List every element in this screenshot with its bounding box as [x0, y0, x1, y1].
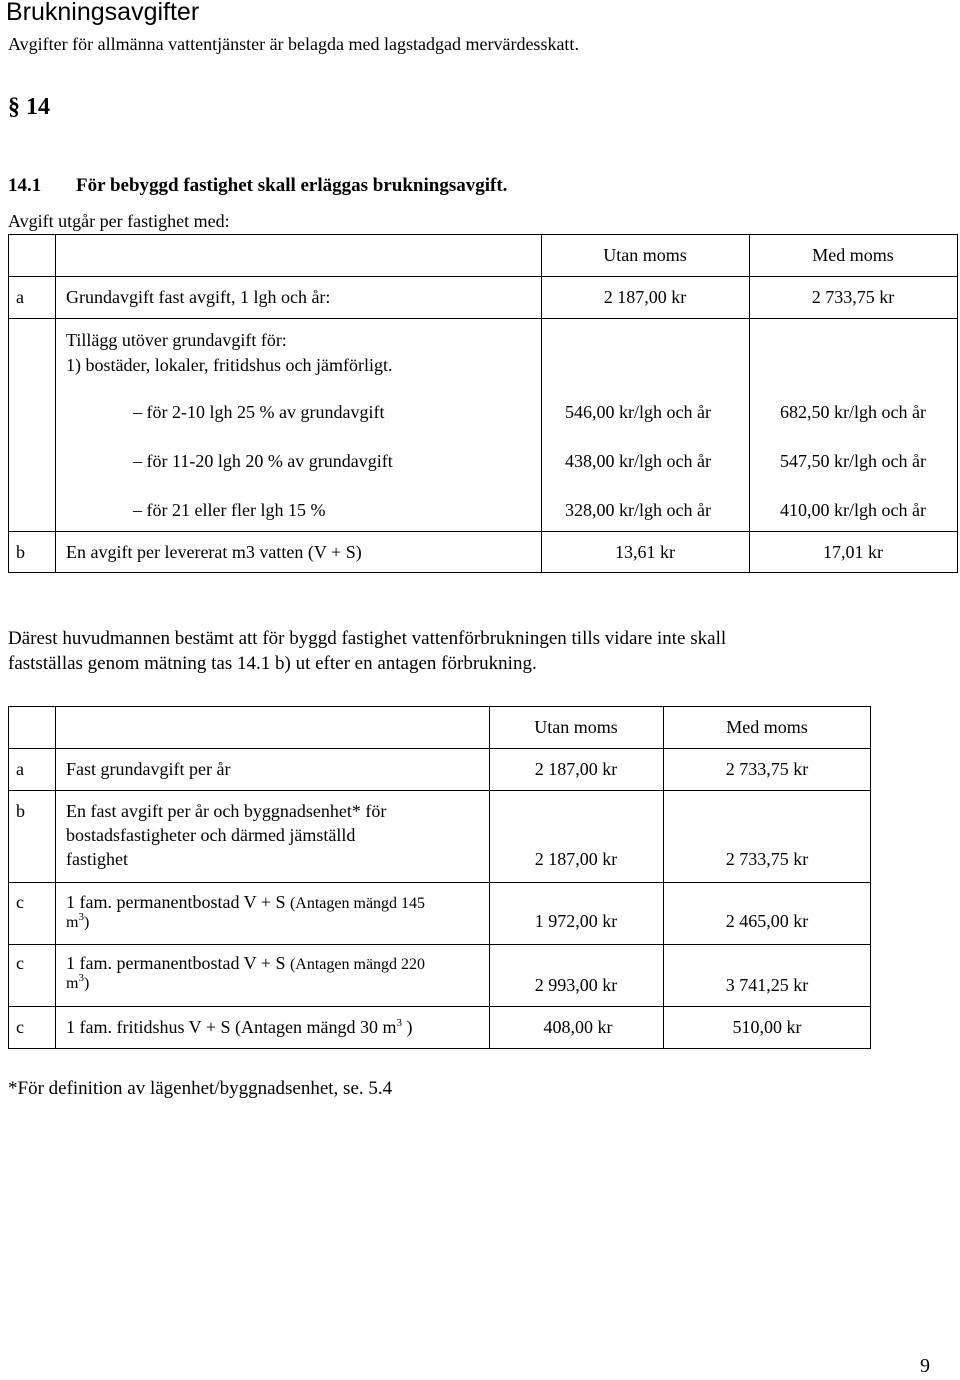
t2-row-c3-label: [66, 1017, 412, 1038]
t1-header-incl: Med moms: [812, 245, 894, 265]
t2-row-c2-unit-sup: 3: [78, 972, 84, 984]
t2-row-c3-letter: c: [16, 1017, 24, 1037]
t1-row-b-label: En avgift per levererat m3 vatten (V + S): [66, 542, 362, 562]
t2-row-b-label-line: En fast avgift per år och byggnadsenhet* för: [66, 801, 387, 821]
t2-row-c2-quantity: (Antagen mängd 220: [289, 956, 426, 973]
t2-row-c2-incl: 3 741,25 kr: [725, 975, 809, 995]
t1-tier-label: – för 2-10 lgh 25 % av grundavgift: [133, 402, 385, 422]
t2-row-c3-excl: 408,00 kr: [543, 1017, 613, 1037]
t1-supplement-subtitle: 1) bostäder, lokaler, fritidshus och jämförligt.: [66, 355, 393, 375]
t1-row-a-label: Grundavgift fast avgift, 1 lgh och år:: [66, 287, 331, 307]
t1-tier-label: – för 11-20 lgh 20 % av grundavgift: [133, 451, 393, 471]
page-number: 9: [920, 1355, 930, 1377]
t1-row-b-excl: 13,61 kr: [615, 542, 675, 562]
t1-row-a-incl: 2 733,75 kr: [811, 287, 895, 307]
t2-row-c1-main: 1 fam. permanentbostad V + S: [66, 892, 286, 912]
t1-tier-incl: 410,00 kr/lgh och år: [780, 500, 926, 520]
t1-row-b-incl: 17,01 kr: [823, 542, 883, 562]
estimate-paragraph-line: fastställas genom mätning tas 14.1 b) ut efter en antagen förbrukning.: [8, 653, 537, 674]
t1-tier-excl: 438,00 kr/lgh och år: [565, 451, 711, 471]
t1-supplement-title: Tillägg utöver grundavgift för:: [66, 330, 287, 350]
t2-row-c1-letter: c: [16, 892, 24, 912]
t1-row-a-excl: 2 187,00 kr: [603, 287, 687, 307]
fee-table-2: [8, 706, 871, 1049]
t2-header-excl: Utan moms: [534, 717, 618, 737]
t2-row-c3-incl: 510,00 kr: [732, 1017, 802, 1037]
t2-row-b-label-line: bostadsfastigheter och därmed jämställd: [66, 825, 356, 845]
t1-header-excl: Utan moms: [603, 245, 687, 265]
vat-note: Avgifter för allmänna vattentjänster är belagda med lagstadgad mervärdesskatt.: [8, 34, 579, 54]
section-symbol: § 14: [8, 94, 50, 120]
t1-tier-incl: 547,50 kr/lgh och år: [780, 451, 926, 471]
page-title: Brukningsavgifter: [6, 0, 200, 26]
t2-row-b-label-line: fastighet: [66, 849, 128, 869]
t2-row-a-label: Fast grundavgift per år: [66, 759, 231, 779]
t2-row-b-letter: b: [16, 801, 25, 821]
t2-header-incl: Med moms: [726, 717, 808, 737]
t2-row-c2-unit: [66, 972, 90, 993]
section-number: 14.1: [8, 175, 42, 196]
t1-tier-excl: 328,00 kr/lgh och år: [565, 500, 711, 520]
t2-row-c2-excl: 2 993,00 kr: [534, 975, 618, 995]
t2-row-c1-quantity: (Antagen mängd 145: [289, 895, 426, 912]
t2-row-c3-close: ): [401, 1017, 413, 1037]
section-intro: Avgift utgår per fastighet med:: [8, 211, 230, 231]
t2-row-c2-label: [66, 953, 425, 974]
t2-row-c2-unit-close: ): [83, 975, 90, 992]
t2-row-a-excl: 2 187,00 kr: [534, 759, 618, 779]
t2-row-c1-label: [66, 892, 425, 913]
t2-row-a-letter: a: [16, 759, 24, 779]
section-heading: För bebyggd fastighet skall erläggas brukningsavgift.: [76, 175, 508, 196]
t2-row-c1-unit: [66, 911, 90, 932]
t2-row-c1-incl: 2 465,00 kr: [725, 911, 809, 931]
t2-row-c2-unit-m: m: [66, 975, 79, 992]
t1-tier-excl: 546,00 kr/lgh och år: [565, 402, 711, 422]
t2-row-a-incl: 2 733,75 kr: [725, 759, 809, 779]
t2-row-b-excl: 2 187,00 kr: [534, 849, 618, 869]
t2-row-c2-main: 1 fam. permanentbostad V + S: [66, 953, 286, 973]
t2-row-b-incl: 2 733,75 kr: [725, 849, 809, 869]
t1-tier-label: – för 21 eller fler lgh 15 %: [133, 500, 326, 520]
t1-row-a-letter: a: [16, 287, 24, 307]
t2-row-c3-main: 1 fam. fritidshus V + S (Antagen mängd 30 m: [66, 1017, 397, 1037]
t1-row-b-letter: b: [16, 542, 25, 562]
t2-row-c1-unit-m: m: [66, 914, 79, 931]
estimate-paragraph-line: Därest huvudmannen bestämt att för byggd fastighet vattenförbrukningen tills vidare inte skall: [8, 628, 727, 649]
t2-row-c1-excl: 1 972,00 kr: [534, 911, 618, 931]
footnote: *För definition av lägenhet/byggnadsenhet, se. 5.4: [8, 1078, 393, 1099]
t2-row-c3-sup: 3: [396, 1017, 402, 1029]
t1-tier-incl: 682,50 kr/lgh och år: [780, 402, 926, 422]
t2-row-c1-unit-sup: 3: [78, 911, 84, 923]
t2-row-c2-letter: c: [16, 953, 24, 973]
t2-row-c1-unit-close: ): [83, 914, 90, 931]
